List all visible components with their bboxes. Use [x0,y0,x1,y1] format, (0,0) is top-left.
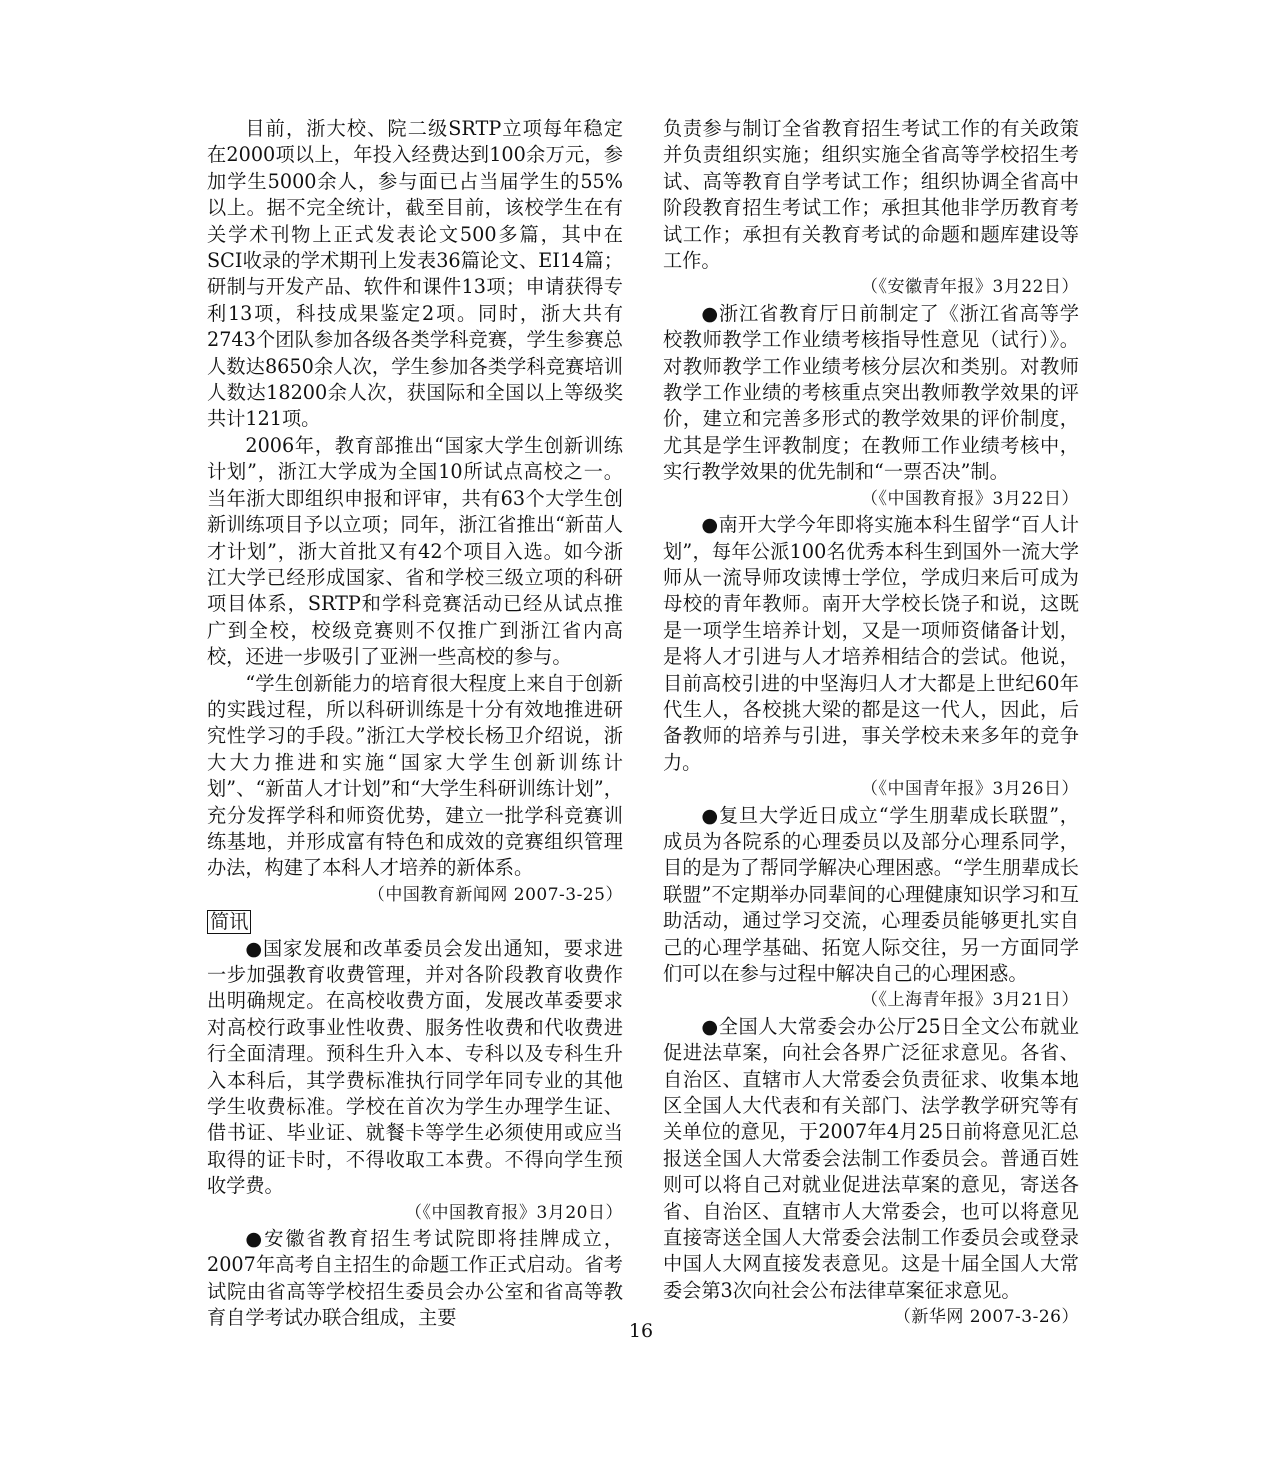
news-item: ● 全国人大常委会办公厅25日全文公布就业促进法草案，向社会各界广泛征求意见。各省、自治区、直辖市人大常委会负责征求、收集本地区全国人大代表和有关部门、法学教学研究等有关单位的意见，于2007年4月25日前将意见汇总报送全国人大常委会法制工作委员会。普通百姓则可以将自己对就业促进法草案的意见，寄送各省、自治区、直辖市人大常委会，也可以将意见直接寄送全国人大常委会法制工作委员会或登录中国人大网直接发表意见。这是十届全国人大常委会第3次向社会公布法律草案征求意见。 [663,1014,1079,1304]
news-item: ● 南开大学今年即将实施本科生留学“百人计划”，每年公派100名优秀本科生到国外一流大学师从一流导师攻读博士学位，学成归来后可成为母校的青年教师。南开大学校长饶子和说，这既是一项学生培养计划，又是一项师资储备计划，是将人才引进与人才培养相结合的尝试。他说，目前高校引进的中坚海归人才大都是上世纪60年代生人，各校挑大梁的都是这一代人，因此，后备教师的培养与引进，事关学校未来多年的竞争力。 [663,512,1079,776]
page-number: 16 [628,1320,654,1342]
news-item: ● 国家发展和改革委员会发出通知，要求进一步加强教育收费管理，并对各阶段教育收费作出明确规定。在高校收费方面，发展改革委要求对高校行政事业性收费、服务性收费和代收费进行全面清理。预科生升入本、专科以及专科生升入本科后，其学费标准执行同学年同专业的其他学生收费标准。学校在首次为学生办理学生证、借书证、毕业证、就餐卡等学生必须使用或应当取得的证卡时，不得收取工本费。不得向学生预收学费。 [207,936,623,1200]
source-citation: （《中国教育报》3月20日） [405,1202,623,1223]
source-citation: （《中国教育报》3月22日） [861,488,1079,509]
news-item: ● 浙江省教育厅日前制定了《浙江省高等学校教师教学工作业绩考核指导性意见（试行）》。对教师教学工作业绩考核分层次和类别。对教师教学工作业绩的考核重点突出教师教学效果的评价，建立和完善多形式的教学效果的评价制度，尤其是学生评教制度；在教师工作业绩考核中，实行教学效果的优先制和“一票否决”制。 [663,301,1079,486]
source-citation: （《安徽青年报》3月22日） [861,277,1079,298]
source-citation: （中国教育新闻网 2007-3-25） [367,884,623,905]
left-column [207,116,623,1332]
news-item: ● 复旦大学近日成立“学生朋辈成长联盟”，成员为各院系的心理委员以及部分心理系同学，目的是为了帮同学解决心理困惑。“学生朋辈成长联盟”不定期举办同辈间的心理健康知识学习和互助活动，通过学习交流，心理委员能够更扎实自己的心理学基础、拓宽人际交往，另一方面同学们可以在参与过程中解决自己的心理困惑。 [663,803,1079,988]
source-citation: （新华网 2007-3-26） [893,1307,1079,1328]
news-item: ● 安徽省教育招生考试院即将挂牌成立，2007年高考自主招生的命题工作正式启动。省考试院由省高等学校招生委员会办公室和省高等教育自学考试办联合组成，主要 [207,1226,623,1332]
section-tag: 简讯 [207,910,251,934]
source-citation: （《上海青年报》3月21日） [861,990,1079,1011]
article-paragraph: 2006年，教育部推出“国家大学生创新训练计划”，浙江大学成为全国10所试点高校之一。当年浙大即组织申报和评审，共有63个大学生创新训练项目予以立项；同年，浙江省推出“新苗人才计划”，浙大首批又有42个项目入选。如今浙江大学已经形成国家、省和学校三级立项的科研项目体系，SRTP和学科竞赛活动已经从试点推广到全校，校级竞赛则不仅推广到浙江省内高校，还进一步吸引了亚洲一些高校的参与。 [207,433,623,669]
article-paragraph: “学生创新能力的培育很大程度上来自于创新的实践过程，所以科研训练是十分有效地推进研究性学习的手段。”浙江大学校长杨卫介绍说，浙大大力推进和实施“国家大学生创新训练计划”、“新苗人才计划”和“大学生科研训练计划”，充分发挥学科和师资优势，建立一批学科竞赛训练基地，并形成富有特色和成效的竞赛组织管理办法，构建了本科人才培养的新体系。 [207,671,623,880]
right-column [663,116,1079,1331]
news-item-continued: 负责参与制订全省教育招生考试工作的有关政策并负责组织实施；组织实施全省高等学校招生考试、高等教育自学考试工作；组织协调全省高中阶段教育招生考试工作；承担其他非学历教育考试工作；承担有关教育考试的命题和题库建设等工作。 [663,117,1079,273]
article-paragraph: 目前，浙大校、院二级SRTP立项每年稳定在2000项以上，年投入经费达到100余万元，参加学生5000余人，参与面已占当届学生的55%以上。据不完全统计，截至目前，该校学生在有关学术刊物上正式发表论文500多篇，其中在SCI收录的学术期刊上发表36篇论文、EI14篇；研制与开发产品、软件和课件13项；申请获得专利13项，科技成果鉴定2项。同时，浙大共有2743个团队参加各级各类学科竞赛，学生参赛总人数达8650余人次，学生参加各类学科竞赛培训人数达18200余人次，获国际和全国以上等级奖共计121项。 [207,117,623,431]
source-citation: （《中国青年报》3月26日） [861,779,1079,800]
